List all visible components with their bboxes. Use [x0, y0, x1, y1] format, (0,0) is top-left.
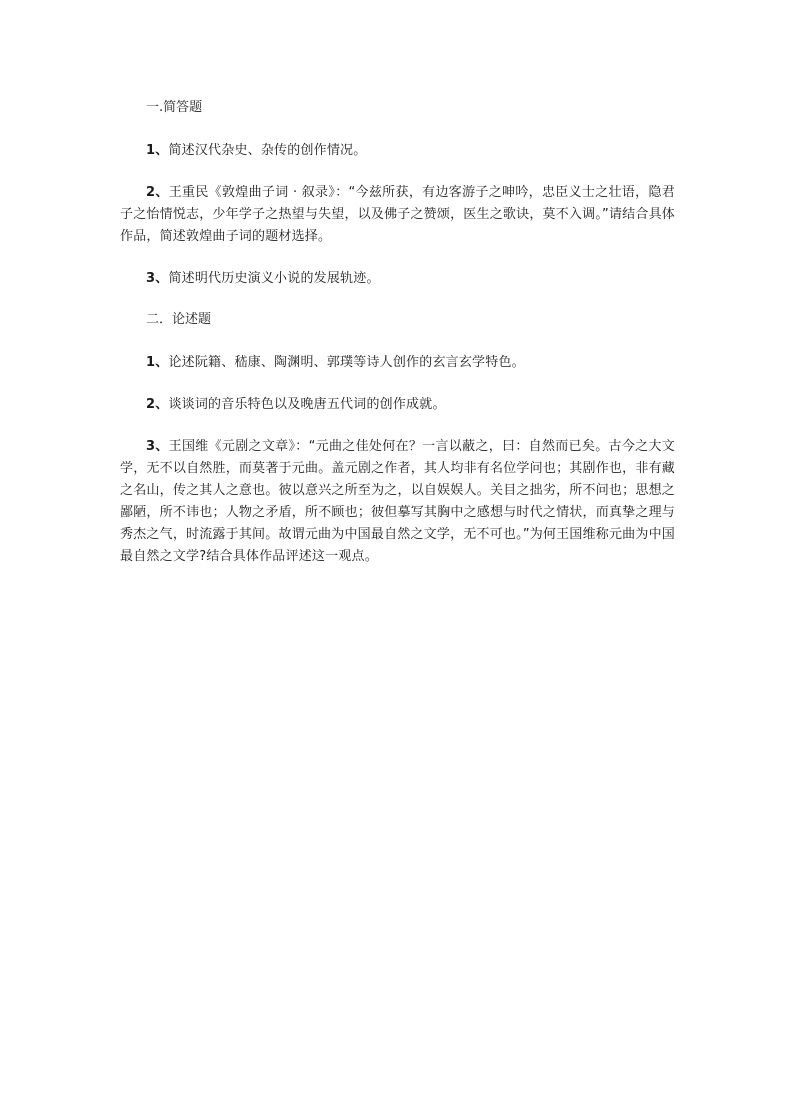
question-number: 2、 [146, 185, 169, 200]
section-heading-short-answer: 一.简答题 [146, 100, 203, 115]
question-text: 简述汉代杂史、杂传的创作情况。 [168, 143, 367, 158]
question-number: 2、 [146, 397, 169, 412]
section-heading-essay: 二．论述题 [146, 312, 212, 327]
question-2-1 [120, 352, 675, 374]
question-text: 王重民《敦煌曲子词 · 叙录》：“今兹所获，有边客游子之呻吟，忠臣义士之壮语，隐君子之怡情悦志，少年学子之热望与失望，以及佛子之赞颂，医生之歌诀，莫不入调。”请结合具体作品，简述敦煌曲子词的题材选择。 [120, 185, 675, 244]
question-number: 3、 [146, 271, 169, 286]
question-2-3 [120, 436, 675, 568]
question-text: 简述明代历史演义小说的发展轨迹。 [168, 271, 380, 286]
question-text: 论述阮籍、嵇康、陶渊明、郭璞等诗人创作的玄言玄学特色。 [168, 355, 525, 370]
question-text: 谈谈词的音乐特色以及晚唐五代词的创作成就。 [168, 397, 446, 412]
question-number: 1、 [146, 355, 169, 370]
question-number: 1、 [146, 143, 169, 158]
question-1-3 [120, 268, 675, 290]
question-text: 王国维《元剧之文章》：“元曲之佳处何在？一言以蔽之，曰：自然而已矣。古今之大文学，无不以自然胜，而莫著于元曲。盖元剧之作者，其人均非有名位学问也；其剧作也，非有藏之名山，传之其人之意也。彼以意兴之所至为之，以自娱娱人。关目之拙劣，所不问也；思想之鄙陋，所不讳也；人物之矛盾，所不顾也；彼但摹写其胸中之感想与时代之情状，而真挚之理与秀杰之气，时流露于其间。故谓元曲为中国最自然之文学，无不可也。”为何王国维称元曲为中国最自然之文学?结合具体作品评述这一观点。 [120, 439, 675, 564]
document-body [120, 98, 675, 588]
question-1-2 [120, 182, 675, 248]
question-number: 3、 [146, 439, 169, 454]
question-2-2 [120, 394, 675, 416]
question-1-1 [120, 140, 675, 162]
